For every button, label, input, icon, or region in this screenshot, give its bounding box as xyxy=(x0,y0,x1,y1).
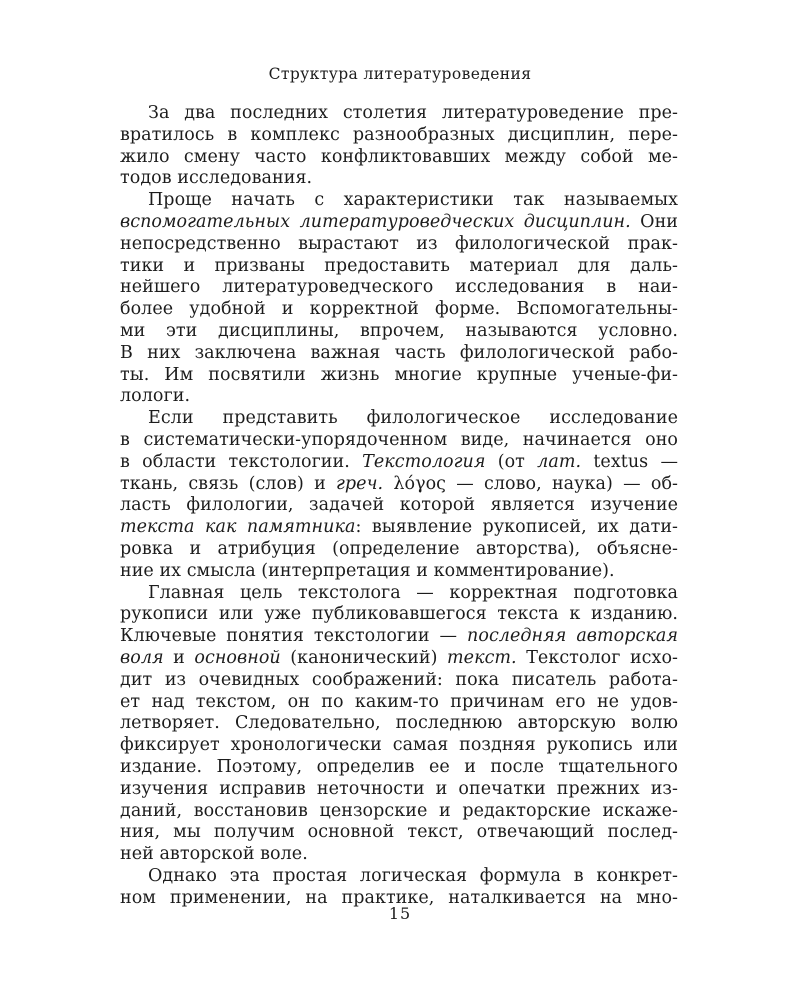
text-line: непосредственно вырастают из филологической прак- xyxy=(120,233,678,254)
italic-term: основной xyxy=(194,647,281,668)
text-line: тодов исследования. xyxy=(120,168,313,189)
text-line: ет над текстом, он по каким-то причинам его не удов- xyxy=(120,691,678,712)
italic-term: текста как памятника xyxy=(120,517,356,538)
italic-term: вспомогательных литературоведческих дисциплин. xyxy=(120,211,631,232)
italic-term: текст. xyxy=(447,647,517,668)
paragraph xyxy=(120,103,678,190)
text-line: дит из очевидных соображений: пока писатель работа- xyxy=(120,669,678,690)
running-head: Структура литературоведения xyxy=(268,65,532,83)
text-line xyxy=(120,212,678,234)
text-run: : выявление рукописей, их дати- xyxy=(355,517,678,538)
text-line: жило смену часто конфликтовавших между собой ме- xyxy=(120,146,678,167)
text-line: ние их смысла (интерпретация и комментирование). xyxy=(120,560,615,581)
text-line: вратилось в комплекс разнообразных дисциплин, пере- xyxy=(120,124,678,145)
text-run: и xyxy=(163,647,195,668)
italic-term: греч. xyxy=(336,473,384,494)
text-run: Текстолог исхо- xyxy=(516,647,678,668)
text-line: ми эти дисциплины, впрочем, называются условно. xyxy=(120,320,678,341)
text-line: в систематически-упорядоченном виде, начинается оно xyxy=(120,429,678,450)
text-line: лологи. xyxy=(120,386,191,407)
body-text xyxy=(120,103,678,909)
text-run: ткань, связь (слов) и xyxy=(120,473,337,494)
text-line: Главная цель текстолога — корректная подготовка xyxy=(148,582,678,603)
text-line: ней авторской воле. xyxy=(120,844,308,865)
text-run: (от xyxy=(485,451,538,472)
text-line xyxy=(120,474,678,496)
text-line: более удобной и корректной форме. Вспомогательны- xyxy=(120,299,678,320)
text-line: ном применении, на практике, наталкивается на мно- xyxy=(120,887,678,908)
paragraph xyxy=(120,190,678,408)
text-run: (канонический) xyxy=(280,647,448,668)
text-line: ласть филологии, задачей которой является изучение xyxy=(120,495,678,516)
text-line: Проще начать с характеристики так называемых xyxy=(148,190,678,211)
text-line: ровка и атрибуция (определение авторства), объясне- xyxy=(120,538,678,559)
paragraph xyxy=(120,408,678,582)
text-line: фиксирует хронологически самая поздняя рукопись или xyxy=(120,735,678,756)
text-line: изучения исправив неточности и опечатки прежних из- xyxy=(120,778,678,799)
text-line xyxy=(120,648,678,670)
text-run: в области текстологии. xyxy=(120,451,350,472)
text-line: рукописи или уже публиковавшегося текста к изданию. xyxy=(120,604,678,625)
text-line: ты. Им посвятили жизнь многие крупные ученые-фи- xyxy=(120,364,678,385)
page-number: 15 xyxy=(388,904,412,923)
text-line: тики и призваны предоставить материал для даль- xyxy=(120,255,678,276)
text-line: В них заключена важная часть филологической рабо- xyxy=(120,342,678,363)
text-line xyxy=(120,452,678,474)
text-line: издание. Поэтому, определив ее и после тщательного xyxy=(120,756,678,777)
text-line xyxy=(120,626,678,648)
text-line xyxy=(120,517,678,539)
paragraph xyxy=(120,866,678,910)
text-run: Они xyxy=(630,211,678,232)
italic-term: воля xyxy=(120,647,164,668)
text-line: летворяет. Следовательно, последнюю авторскую волю xyxy=(120,713,678,734)
text-line: нейшего литературоведческого исследования в наи- xyxy=(120,277,678,298)
italic-term: Текстология xyxy=(362,451,486,472)
text-line: ния, мы получим основной текст, отвечающий послед- xyxy=(120,822,678,843)
paragraph xyxy=(120,583,678,866)
text-run: λόγος — слово, наука) — об- xyxy=(383,473,678,494)
text-run: Ключевые понятия текстологии — xyxy=(120,626,468,647)
text-run: textus — xyxy=(581,451,678,472)
italic-term: последняя авторская xyxy=(467,626,678,647)
text-line: Однако эта простая логическая формула в конкрет- xyxy=(148,865,678,886)
italic-term: лат. xyxy=(537,451,582,472)
text-line: За два последних столетия литературоведение пре- xyxy=(148,103,678,123)
text-line: Если представить филологическое исследование xyxy=(148,408,678,429)
text-line: даний, восстановив цензорские и редакторские искаже- xyxy=(120,800,678,821)
